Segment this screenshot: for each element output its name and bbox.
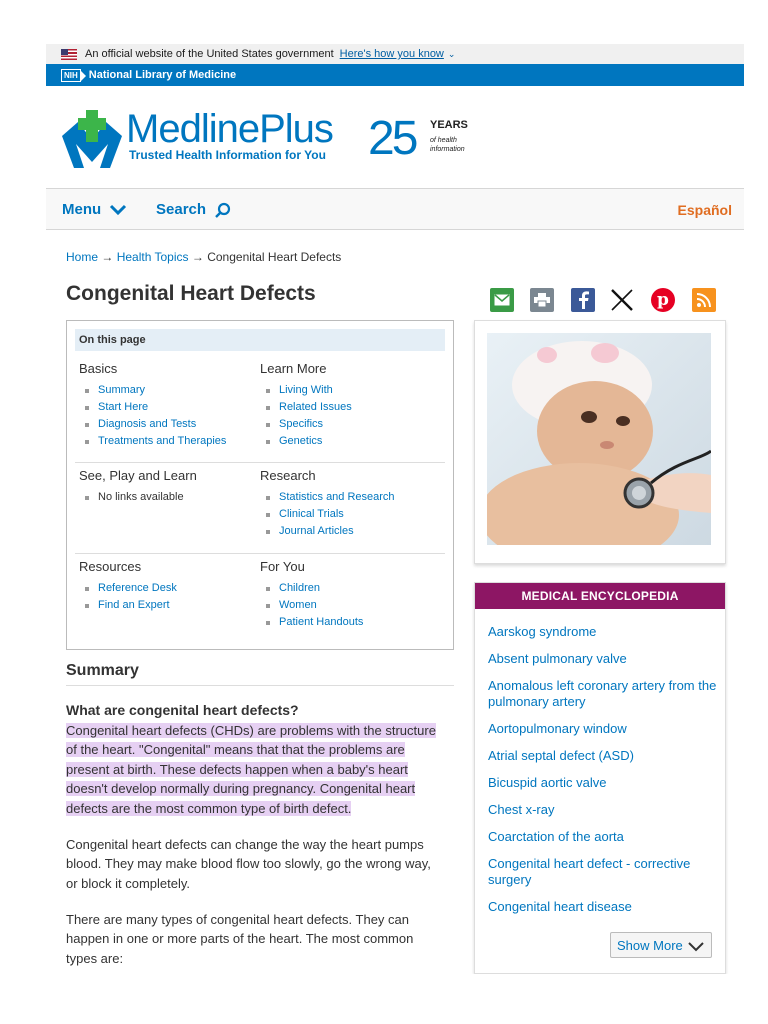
menu-button[interactable]	[62, 201, 127, 218]
heres-how-you-know-link[interactable]: Here's how you know	[339, 48, 444, 60]
menu-label: Menu	[62, 201, 102, 218]
otp-section-title: Research	[260, 468, 316, 483]
text-line: or block it completely.	[66, 875, 191, 891]
chevron-down-icon	[688, 942, 704, 952]
summary-paragraph-2	[66, 835, 458, 893]
encyclopedia-link[interactable]: Atrial septal defect (ASD)	[488, 748, 634, 763]
otp-link-living-with[interactable]: Living With	[260, 382, 352, 399]
x-icon[interactable]	[610, 288, 634, 312]
pinterest-icon[interactable]: p	[651, 288, 675, 312]
otp-link-related-issues[interactable]: Related Issues	[260, 399, 352, 416]
breadcrumb-health-topics[interactable]: Health Topics	[116, 250, 189, 264]
text-line: doesn't develop normally during pregnancy. Congenital heart	[66, 781, 416, 797]
anniversary-years: YEARS	[430, 119, 468, 131]
logo-tagline: Trusted Health Information for You	[129, 148, 326, 162]
espanol-link[interactable]: Español	[677, 202, 732, 218]
summary-heading: Summary	[66, 662, 139, 679]
breadcrumb-separator: →	[101, 250, 114, 264]
search-button[interactable]	[156, 201, 231, 219]
encyclopedia-list	[488, 624, 718, 926]
otp-section-resources	[79, 559, 177, 614]
nlm-bar	[46, 64, 744, 86]
otp-link-treatments[interactable]: Treatments and Therapies	[79, 433, 226, 450]
facebook-icon[interactable]	[571, 288, 595, 312]
otp-link-patient-handouts[interactable]: Patient Handouts	[260, 614, 363, 631]
encyclopedia-heading: MEDICAL ENCYCLOPEDIA	[475, 583, 725, 609]
nlm-link[interactable]: National Library of Medicine	[88, 69, 237, 81]
show-more-button[interactable]	[610, 932, 712, 958]
otp-section-title: Learn More	[260, 361, 327, 376]
main-nav	[46, 188, 744, 230]
search-label: Search	[156, 201, 207, 218]
otp-link-specifics[interactable]: Specifics	[260, 416, 352, 433]
breadcrumb-separator: →	[191, 250, 204, 264]
anniversary-subtitle: of health information	[430, 137, 465, 153]
otp-link-children[interactable]: Children	[260, 580, 363, 597]
logo-name: MedlinePlus	[126, 107, 333, 151]
summary-paragraph-highlighted	[66, 721, 458, 818]
otp-link-start-here[interactable]: Start Here	[79, 399, 226, 416]
otp-link-clinical-trials[interactable]: Clinical Trials	[260, 506, 395, 523]
otp-section-research	[260, 468, 395, 540]
text-line: types are:	[66, 950, 124, 966]
divider	[66, 685, 454, 686]
text-line: There are many types of congenital heart defects. They can	[66, 912, 410, 927]
anniversary-number: 25	[368, 112, 416, 165]
otp-section-see-play-learn	[79, 468, 197, 506]
text-line: blood. They may make blood flow too slowly, go the wrong way,	[66, 856, 431, 872]
encyclopedia-link[interactable]: Absent pulmonary valve	[488, 651, 627, 666]
chevron-down-icon[interactable]: ⌄	[447, 48, 456, 59]
text-line: present at birth. These defects happen when a baby's heart	[66, 761, 408, 777]
print-icon[interactable]	[530, 288, 554, 312]
text-line: Congenital heart defects can change the way the heart pumps	[66, 837, 424, 852]
encyclopedia-link[interactable]: Aarskog syndrome	[488, 624, 597, 639]
text-line: happen in one or more parts of the heart. The most common	[66, 931, 414, 947]
otp-section-title: Basics	[79, 361, 118, 376]
divider	[75, 462, 445, 463]
email-icon[interactable]	[490, 288, 514, 312]
otp-link-summary[interactable]: Summary	[79, 382, 226, 399]
encyclopedia-link[interactable]: Bicuspid aortic valve	[488, 775, 607, 790]
text-line: defects are the most common type of birth defect.	[66, 800, 352, 816]
text-line: of the heart. "Congenital" means that that the problems are	[66, 742, 405, 758]
gov-banner-text: An official website of the United States government	[85, 48, 334, 60]
otp-link-journal-articles[interactable]: Journal Articles	[260, 523, 395, 540]
otp-link-diagnosis[interactable]: Diagnosis and Tests	[79, 416, 226, 433]
otp-section-title: See, Play and Learn	[79, 468, 197, 483]
summary-paragraph-3	[66, 910, 458, 968]
rss-icon[interactable]	[692, 288, 716, 312]
breadcrumb-current: Congenital Heart Defects	[207, 250, 342, 264]
page	[46, 44, 744, 974]
otp-section-title: For You	[260, 559, 305, 574]
medlineplus-mark-icon	[62, 110, 122, 168]
on-this-page-heading: On this page	[75, 329, 445, 351]
otp-link-women[interactable]: Women	[260, 597, 363, 614]
otp-section-learn-more	[260, 361, 352, 450]
baby-stethoscope-image	[487, 333, 711, 545]
otp-link-reference-desk[interactable]: Reference Desk	[79, 580, 177, 597]
otp-no-links: No links available	[79, 489, 197, 506]
chevron-down-icon	[109, 204, 127, 216]
nih-logo-icon[interactable]: NIH	[61, 69, 81, 82]
encyclopedia-link[interactable]: Anomalous left coronary artery from the pulmonary artery	[488, 678, 717, 709]
encyclopedia-link[interactable]: Congenital heart defect - corrective surgery	[488, 856, 691, 887]
page-title: Congenital Heart Defects	[66, 282, 316, 305]
on-this-page-box	[66, 320, 454, 650]
otp-link-genetics[interactable]: Genetics	[260, 433, 352, 450]
encyclopedia-link[interactable]: Aortopulmonary window	[488, 721, 627, 736]
share-bar	[490, 288, 722, 314]
medlineplus-logo[interactable]	[62, 106, 482, 176]
gov-banner	[46, 44, 744, 64]
search-icon	[214, 202, 231, 219]
otp-link-statistics[interactable]: Statistics and Research	[260, 489, 395, 506]
summary-question: What are congenital heart defects?	[66, 702, 299, 718]
medical-encyclopedia	[474, 582, 726, 974]
otp-section-basics	[79, 361, 226, 450]
otp-section-title: Resources	[79, 559, 142, 574]
otp-section-for-you	[260, 559, 363, 631]
encyclopedia-link[interactable]: Chest x-ray	[488, 802, 555, 817]
us-flag-icon	[61, 49, 77, 60]
topic-image-card	[474, 320, 726, 564]
encyclopedia-link[interactable]: Coarctation of the aorta	[488, 829, 624, 844]
divider	[75, 553, 445, 554]
breadcrumb	[66, 250, 341, 264]
breadcrumb-home[interactable]: Home	[66, 250, 99, 264]
text-line: Congenital heart defects (CHDs) are problems with the structure	[66, 723, 436, 738]
otp-link-find-expert[interactable]: Find an Expert	[79, 597, 177, 614]
encyclopedia-link[interactable]: Congenital heart disease	[488, 899, 632, 914]
show-more-label: Show More	[617, 938, 683, 953]
